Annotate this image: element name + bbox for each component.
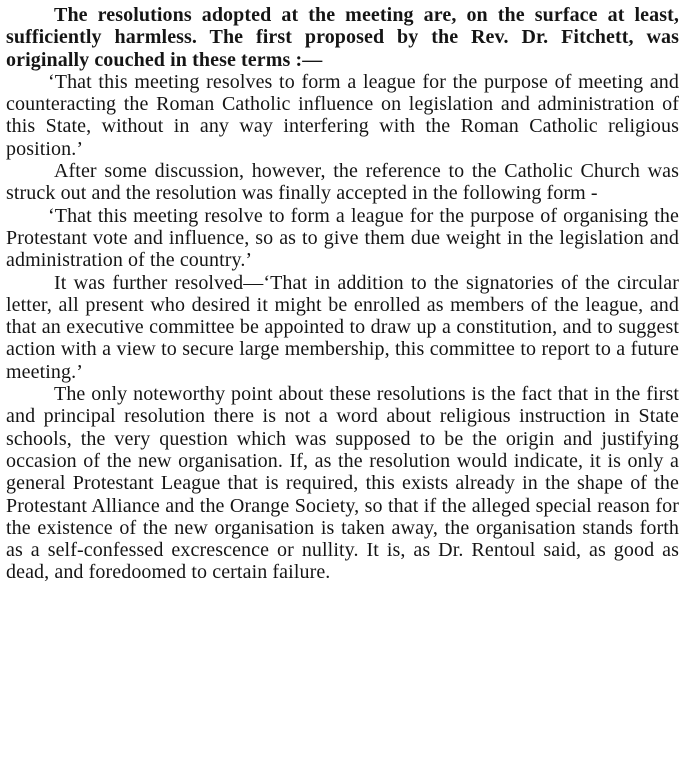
- paragraph-commentary: The only noteworthy point about these resolutions is the fact that in the first and principal resolution there is not a word about religious instruction in State schools, the very question which was supposed to be the origin and justifying occasion of the new organisation. If, as the resolution would indicate, it is only a general Protestant League that is required, this exists already in the shape of the Protestant Alliance and the Orange Society, so that if the alleged special reason for the existence of the new organisation is taken away, the organisation stands forth as a self-confessed excrescence or nullity. It is, as Dr. Rentoul said, as good as dead, and foredoomed to certain failure.: [6, 383, 679, 584]
- paragraph-original-resolution: ‘That this meeting resolves to form a league for the purpose of meeting and counteracting the Roman Catholic influence on legislation and administration of this State, without in any way interfering with the Roman Catholic religious position.’: [6, 70, 679, 160]
- paragraph-further-resolution: It was further resolved—‘That in addition to the signatories of the circular letter, all present who desired it might be enrolled as members of the league, and that an executive committee be appointed to draw up a constitution, and to suggest action with a view to secure large membership, this committee to report to a future meeting.’: [6, 271, 679, 383]
- paragraph-intro: The resolutions adopted at the meeting are, on the surface at least, sufficiently harmless. The first proposed by the Rev. Dr. Fitchett, was originally couched in these terms :—: [6, 4, 679, 71]
- paragraph-accepted-resolution: ‘That this meeting resolve to form a league for the purpose of organising the Protestant vote and influence, so as to give them due weight in the legislation and administration of the country.’: [6, 204, 679, 272]
- paragraph-discussion: After some discussion, however, the reference to the Catholic Church was struck out and the resolution was finally accepted in the following form -: [6, 160, 679, 205]
